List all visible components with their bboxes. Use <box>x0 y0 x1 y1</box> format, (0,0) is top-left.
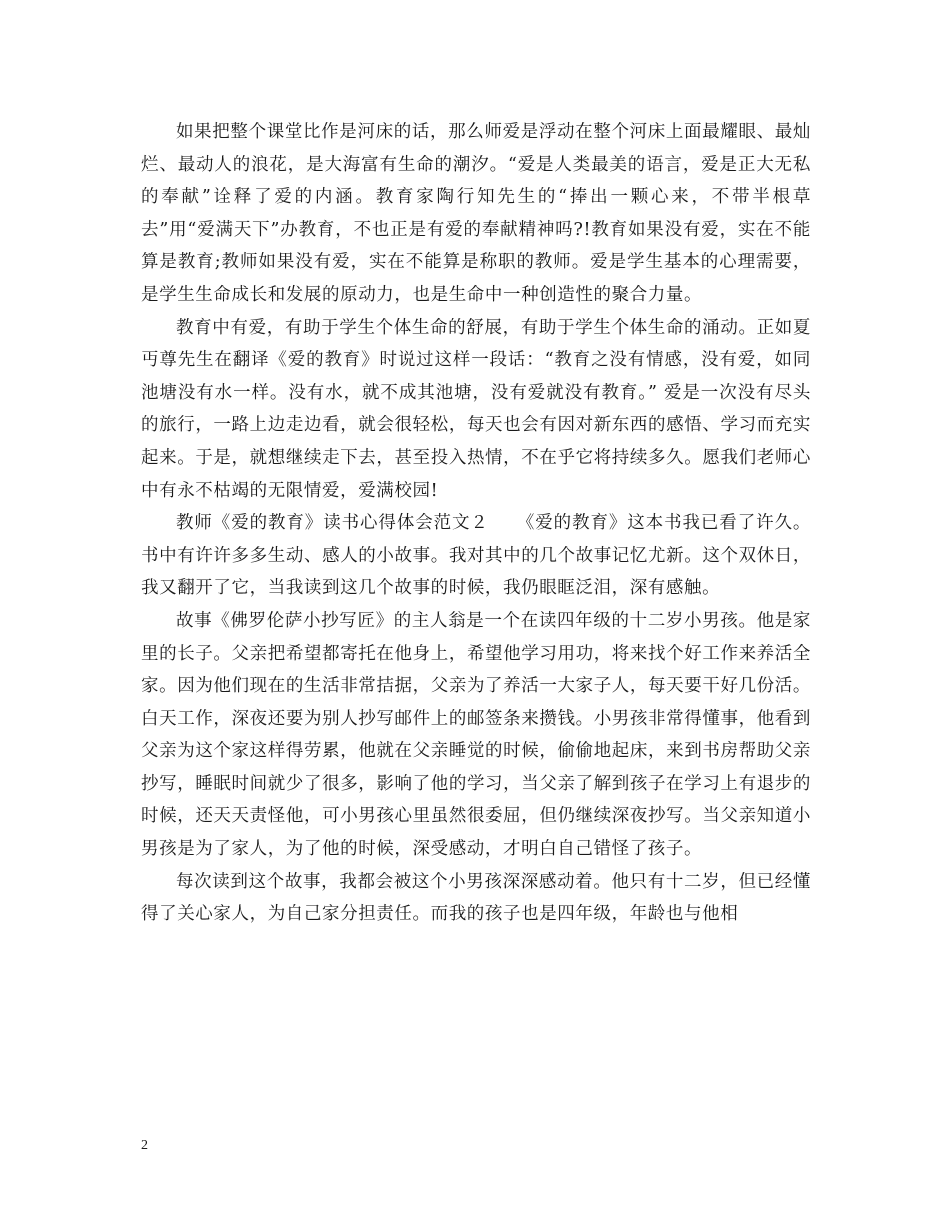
paragraph-reflection: 每次读到这个故事，我都会被这个小男孩深深感动着。他只有十二岁，但已经懂得了关心家人，为自己家分担责任。而我的孩子也是四年级，年龄也与他相 <box>141 871 811 925</box>
paragraph-love-in-education: 教育中有爱，有助于学生个体生命的舒展，有助于学生个体生命的涌动。正如夏丏尊先生在翻译《爱的教育》时说过这样一段话：“教育之没有情感，没有爱，如同池塘没有水一样。没有水，就不成其池塘，没有爱就没有教育。” 爱是一次没有尽头的旅行，一路上边走边看，就会很轻松，每天也会有因对新东西的感悟、学习而充实起来。于是，就想继续走下去，甚至投入热情，不在乎它将持续多久。愿我们老师心中有永不枯竭的无限情爱，爱满校园! <box>141 317 811 501</box>
body-text <box>141 116 811 931</box>
page-number: 2 <box>141 1138 148 1153</box>
paragraph-essay-2-intro: 教师《爱的教育》读书心得体会范文２ 《爱的教育》这本书我已看了许久。书中有许许多多生动、感人的小故事。我对其中的几个故事记忆尤新。这个双休日，我又翻开了它，当我读到这几个故事的时候，我仍眼眶泛泪，深有感触。 <box>141 513 811 599</box>
paragraph-teacher-love: 如果把整个课堂比作是河床的话，那么师爱是浮动在整个河床上面最耀眼、最灿烂、最动人的浪花，是大海富有生命的潮汐。“爱是人类最美的语言，爱是正大无私的奉献”诠释了爱的内涵。教育家陶行知先生的“捧出一颗心来，不带半根草去”用“爱满天下”办教育，不也正是有爱的奉献精神吗?!教育如果没有爱，实在不能算是教育;教师如果没有爱，实在不能算是称职的教师。爱是学生基本的心理需要，是学生生命成长和发展的原动力，也是生命中一种创造性的聚合力量。 <box>141 122 811 305</box>
paragraph-florence-story: 故事《佛罗伦萨小抄写匠》的主人翁是一个在读四年级的十二岁小男孩。他是家里的长子。父亲把希望都寄托在他身上，希望他学习用功，将来找个好工作来养活全家。因为他们现在的生活非常拮据，父亲为了养活一大家子人，每天要干好几份活。白天工作，深夜还要为别人抄写邮件上的邮签条来攒钱。小男孩非常得懂事，他看到父亲为这个家这样得劳累，他就在父亲睡觉的时候，偷偷地起床，来到书房帮助父亲抄写，睡眠时间就少了很多，影响了他的学习，当父亲了解到孩子在学习上有退步的时候，还天天责怪他，可小男孩心里虽然很委屈，但仍继续深夜抄写。当父亲知道小男孩是为了家人，为了他的时候，深受感动，才明白自己错怪了孩子。 <box>141 610 811 860</box>
